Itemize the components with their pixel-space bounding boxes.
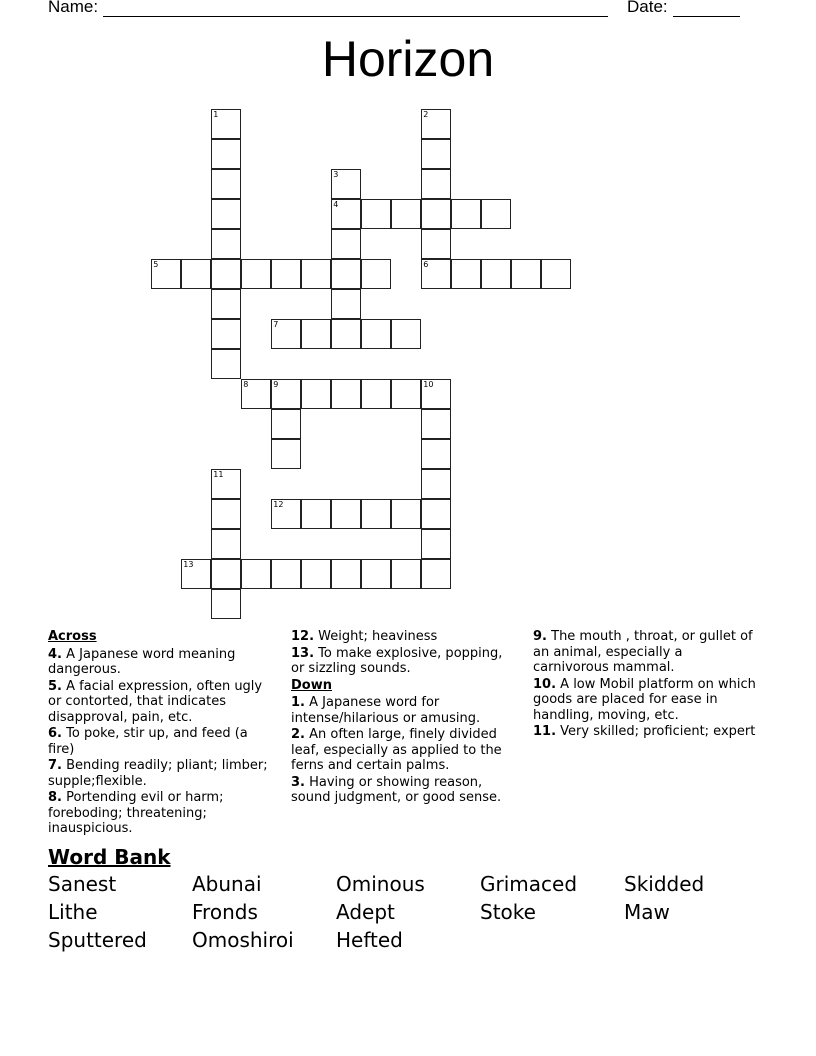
grid-cell[interactable] (331, 169, 361, 199)
word-bank-title: Word Bank (48, 845, 171, 869)
cell-number: 4 (333, 200, 339, 210)
grid-cell[interactable] (211, 469, 241, 499)
clue-number: 7. (48, 758, 62, 773)
grid-cell[interactable] (361, 199, 391, 229)
clue-across-12 (291, 629, 519, 645)
grid-cell[interactable] (421, 169, 451, 199)
clues-column-2 (291, 629, 519, 807)
grid-cell[interactable] (151, 259, 181, 289)
grid-cell[interactable] (211, 529, 241, 559)
grid-cell[interactable] (211, 259, 241, 289)
grid-cell[interactable] (361, 259, 391, 289)
grid-cell[interactable] (421, 229, 451, 259)
grid-cell[interactable] (421, 109, 451, 139)
grid-cell[interactable] (511, 259, 541, 289)
word-bank-item: Abunai (192, 872, 262, 896)
grid-cell[interactable] (541, 259, 571, 289)
grid-cell[interactable] (211, 499, 241, 529)
grid-cell[interactable] (391, 199, 421, 229)
clue-down-9 (533, 629, 761, 676)
clue-text: Bending readily; pliant; limber; supple;flexible. (48, 758, 268, 789)
cell-number: 2 (423, 110, 429, 120)
grid-cell[interactable] (301, 319, 331, 349)
grid-cell[interactable] (331, 229, 361, 259)
clue-text: A Japanese word for intense/hilarious or amusing. (291, 695, 481, 726)
word-bank-item: Stoke (480, 900, 536, 924)
grid-cell[interactable] (331, 199, 361, 229)
clue-number: 2. (291, 727, 305, 742)
grid-cell[interactable] (331, 289, 361, 319)
grid-cell[interactable] (211, 289, 241, 319)
grid-cell[interactable] (421, 379, 451, 409)
cell-number: 10 (423, 380, 434, 390)
puzzle-title: Horizon (321, 31, 495, 87)
word-bank-item: Lithe (48, 900, 98, 924)
grid-cell[interactable] (391, 319, 421, 349)
grid-cell[interactable] (181, 259, 211, 289)
clue-down-11 (533, 724, 761, 740)
grid-cell[interactable] (241, 259, 271, 289)
word-bank-item: Fronds (192, 900, 258, 924)
clue-text: Having or showing reason, sound judgment, or good sense. (291, 774, 502, 805)
clue-text: Portending evil or harm; foreboding; threatening; inauspicious. (48, 790, 224, 836)
clue-text: A low Mobil platform on which goods are placed for ease in handling, moving, etc. (533, 676, 756, 723)
clue-text: To make explosive, popping, or sizzling sounds. (291, 645, 503, 676)
grid-cell[interactable] (301, 259, 331, 289)
clue-text: An often large, finely divided leaf, especially as applied to the ferns and certain palms. (291, 727, 502, 773)
grid-cell[interactable] (421, 199, 451, 229)
grid-cell[interactable] (301, 379, 331, 409)
grid-cell[interactable] (301, 499, 331, 529)
name-label: Name: (48, 0, 99, 16)
grid-cell[interactable] (211, 349, 241, 379)
grid-cell[interactable] (421, 499, 451, 529)
cell-number: 11 (213, 470, 224, 480)
cell-number: 8 (243, 380, 249, 390)
clue-number: 1. (291, 695, 305, 710)
grid-cell[interactable] (211, 229, 241, 259)
down-heading: Down (291, 677, 332, 693)
grid-cell[interactable] (241, 379, 271, 409)
grid-cell[interactable] (361, 319, 391, 349)
clue-text: The mouth , throat, or gullet of an animal, especially a carnivorous mammal. (533, 629, 753, 675)
clue-number: 4. (48, 646, 62, 662)
grid-cell[interactable] (481, 199, 511, 229)
grid-cell[interactable] (211, 559, 241, 589)
word-bank-item: Maw (624, 900, 670, 924)
grid-cell[interactable] (211, 169, 241, 199)
clue-across-7 (48, 758, 278, 789)
clue-number: 11. (533, 724, 557, 739)
clues-column-3 (533, 629, 761, 741)
clue-text: A Japanese word meaning dangerous. (48, 646, 236, 677)
word-bank-item: Sanest (48, 872, 117, 896)
cell-number: 12 (273, 500, 284, 510)
clue-across-5 (48, 679, 278, 726)
grid-cell[interactable] (451, 199, 481, 229)
grid-cell[interactable] (391, 559, 421, 589)
word-bank-item: Adept (336, 900, 395, 924)
clue-number: 3. (291, 774, 305, 790)
word-bank-item: Ominous (336, 872, 425, 896)
clue-number: 13. (291, 645, 315, 661)
cell-number: 3 (333, 170, 339, 180)
grid-cell[interactable] (451, 259, 481, 289)
clue-text: A facial expression, often ugly or contorted, that indicates disapproval, pain, etc. (48, 678, 263, 725)
grid-cell[interactable] (211, 319, 241, 349)
grid-cell[interactable] (211, 589, 241, 619)
clue-across-4 (48, 647, 278, 678)
word-bank-item: Grimaced (480, 872, 578, 896)
cell-number: 9 (273, 380, 279, 390)
grid-cell[interactable] (331, 259, 361, 289)
clue-down-2 (291, 727, 519, 774)
clue-text: Very skilled; proficient; expert (560, 724, 756, 739)
grid-cell[interactable] (421, 409, 451, 439)
grid-cell[interactable] (271, 319, 301, 349)
grid-cell[interactable] (421, 559, 451, 589)
word-bank-item: Hefted (336, 928, 403, 952)
clue-number: 8. (48, 790, 62, 805)
grid-cell[interactable] (361, 379, 391, 409)
clue-number: 5. (48, 678, 62, 694)
cell-number: 7 (273, 320, 279, 330)
grid-cell[interactable] (271, 499, 301, 529)
grid-cell[interactable] (271, 409, 301, 439)
word-bank (48, 872, 768, 953)
grid-cell[interactable] (391, 379, 421, 409)
cell-number: 6 (423, 260, 429, 270)
grid-cell[interactable] (361, 559, 391, 589)
clue-across-13 (291, 646, 519, 677)
grid-cell[interactable] (421, 529, 451, 559)
grid-cell[interactable] (211, 139, 241, 169)
clue-down-3 (291, 775, 519, 806)
cell-number: 1 (213, 110, 219, 120)
clues-column-1 (48, 629, 278, 838)
grid-cell[interactable] (211, 109, 241, 139)
word-bank-item: Sputtered (48, 928, 147, 952)
clue-down-10 (533, 677, 761, 724)
grid-cell[interactable] (271, 439, 301, 469)
grid-cell[interactable] (391, 499, 421, 529)
clue-number: 9. (533, 629, 547, 644)
grid-cell[interactable] (331, 499, 361, 529)
grid-cell[interactable] (421, 259, 451, 289)
grid-cell[interactable] (271, 559, 301, 589)
word-bank-item: Omoshiroi (192, 928, 294, 952)
cell-number: 5 (153, 260, 159, 270)
clue-text: To poke, stir up, and feed (a fire) (48, 726, 248, 757)
grid-cell[interactable] (181, 559, 211, 589)
clue-text: Weight; heaviness (318, 629, 438, 644)
clue-number: 6. (48, 726, 62, 741)
grid-cell[interactable] (421, 469, 451, 499)
grid-cell[interactable] (421, 139, 451, 169)
grid-cell[interactable] (301, 559, 331, 589)
grid-cell[interactable] (211, 199, 241, 229)
grid-cell[interactable] (271, 259, 301, 289)
across-heading: Across (48, 629, 97, 644)
date-label: Date: (627, 0, 668, 16)
clue-down-1 (291, 695, 519, 726)
clue-number: 12. (291, 629, 315, 644)
clue-number: 10. (533, 676, 557, 692)
grid-cell[interactable] (481, 259, 511, 289)
grid-cell[interactable] (331, 559, 361, 589)
grid-cell[interactable] (331, 319, 361, 349)
cell-number: 13 (183, 560, 194, 570)
grid-cell[interactable] (271, 379, 301, 409)
grid-cell[interactable] (331, 379, 361, 409)
grid-cell[interactable] (241, 559, 271, 589)
clue-across-6 (48, 726, 278, 757)
clue-across-8 (48, 790, 278, 837)
grid-cell[interactable] (361, 499, 391, 529)
word-bank-item: Skidded (624, 872, 705, 896)
grid-cell[interactable] (421, 439, 451, 469)
